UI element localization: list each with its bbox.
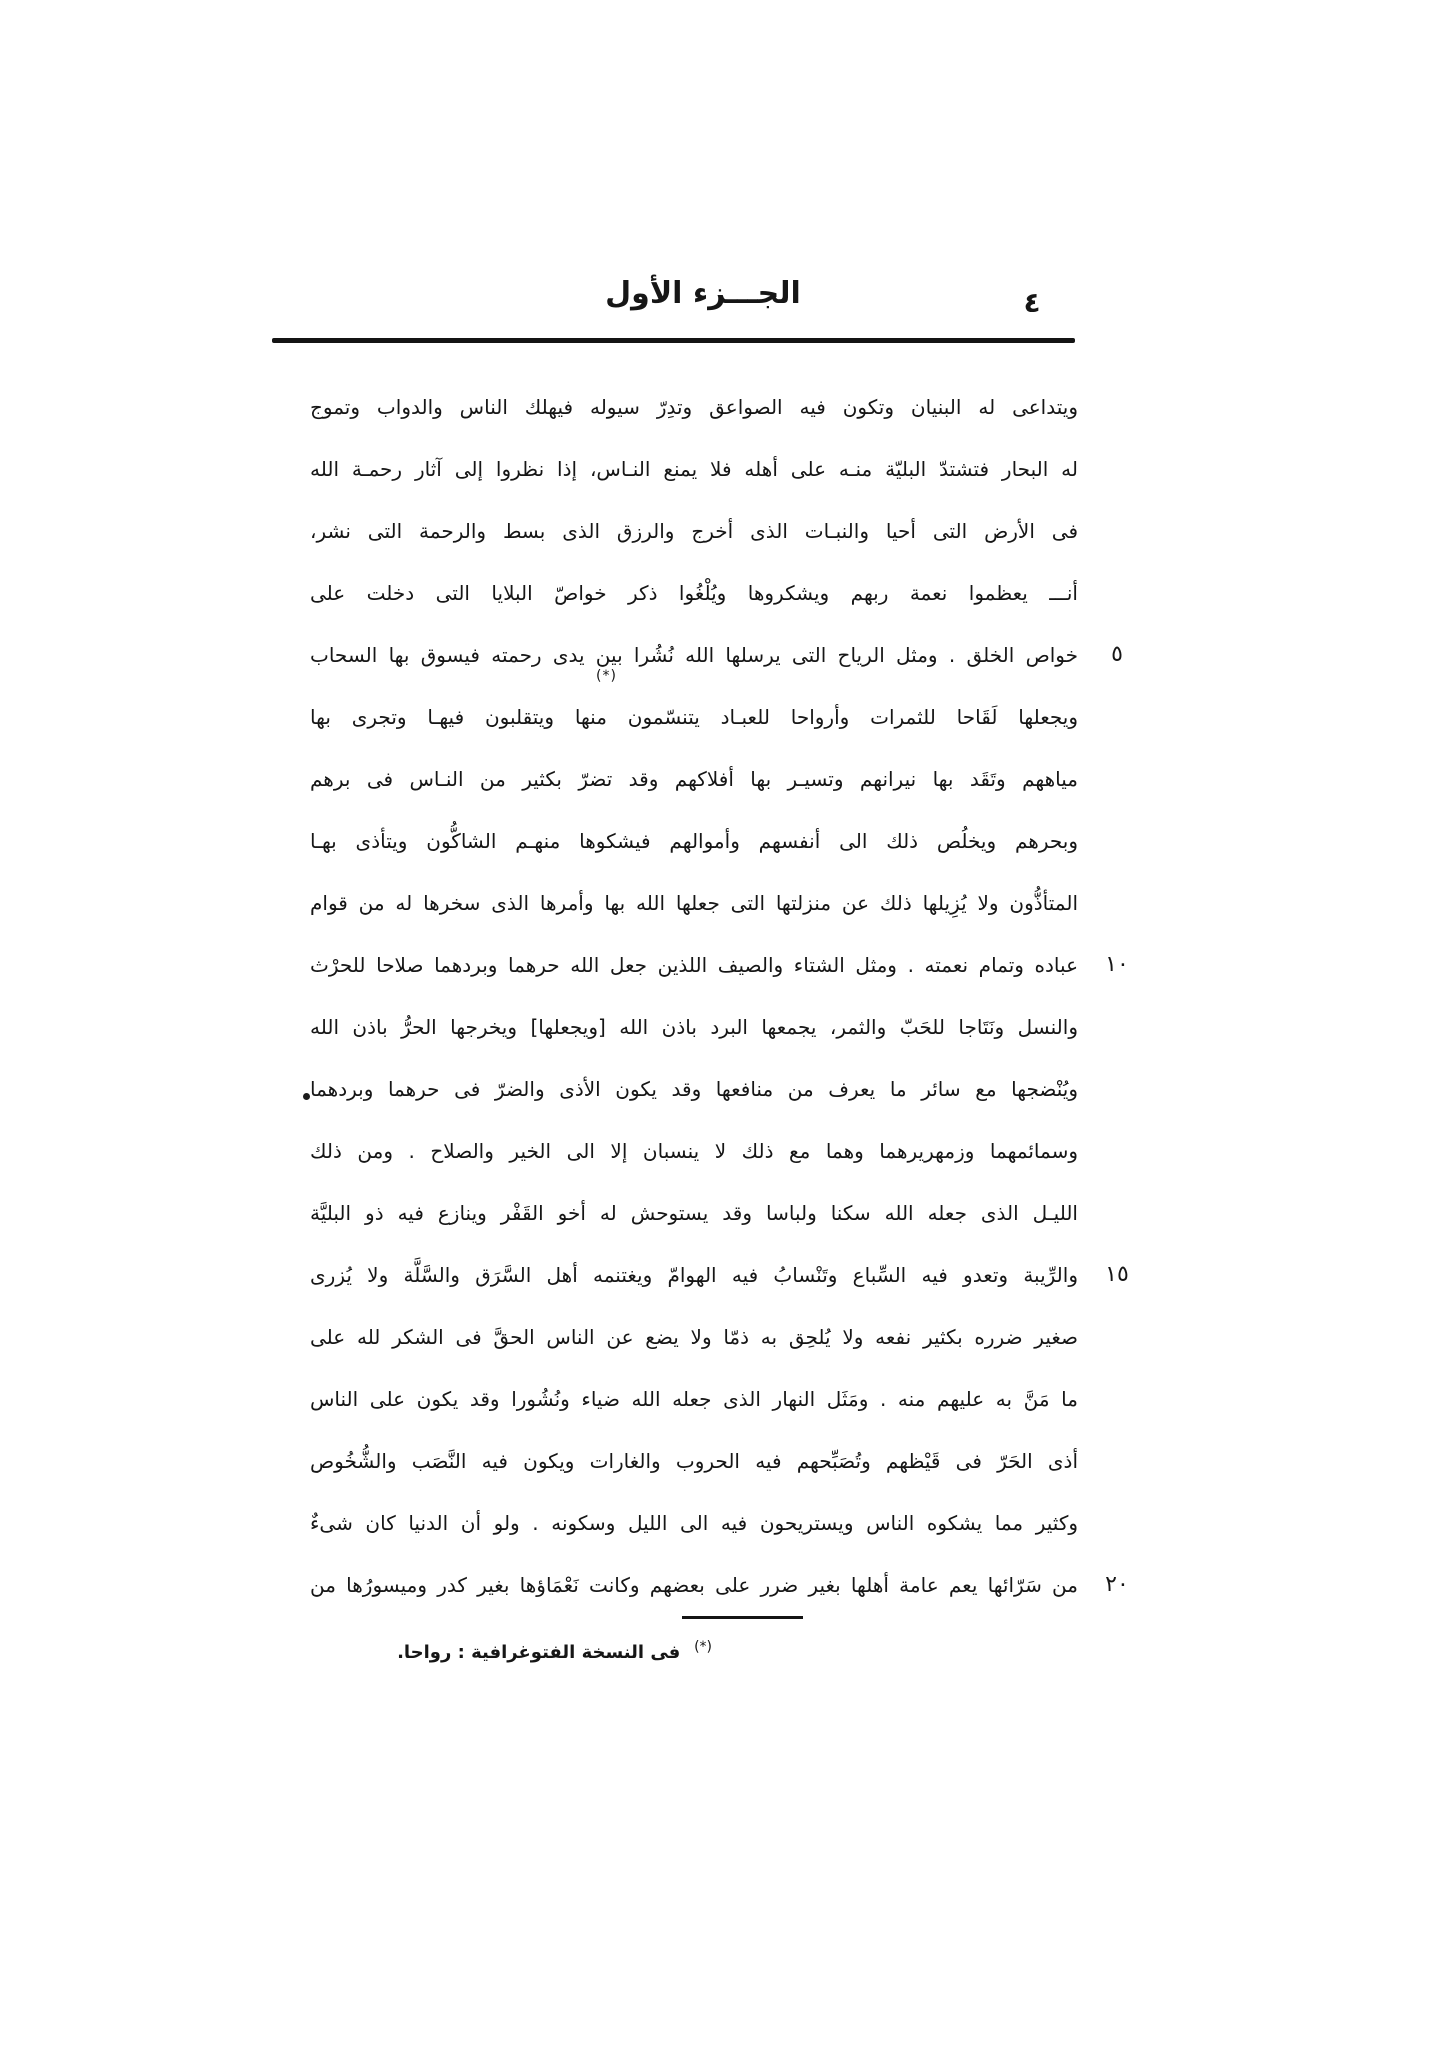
text-line: ويُنْضجها مع سائر ما يعرف من منافعها وقد يكون الأذى والضرّ فى حرهما وبردهما bbox=[310, 1077, 1078, 1101]
text-line: ما مَنَّ به عليهم منه . ومَثَل النهار الذى جعله الله ضياء ونُشُورا وقد يكون على الناس bbox=[310, 1387, 1078, 1411]
page-title: الجـــزء الأول bbox=[605, 276, 801, 311]
text-line: المتأذُّون ولا يُزِيلها ذلك عن منزلتها التى جعلها الله بها وأمرها الذى سخرها له من قوام bbox=[310, 891, 1078, 915]
text-line: والرِّيبة وتعدو فيه السِّباع وتَنْسابُ فيه الهوامّ ويغتنمه أهل السَّرَق والسَّلَّة ولا يُزرى bbox=[310, 1263, 1078, 1287]
text-line: له البحار فتشتدّ البليّة منـه على أهله فلا يمنع النـاس، إذا نظروا إلى آثار رحمـة الله bbox=[310, 457, 1078, 481]
text-line: أنـــ يعظموا نعمة ربهم ويشكروها ويُلْغُوا ذكر خواصّ البلايا التى دخلت على bbox=[310, 581, 1078, 605]
text-line: وكثير مما يشكوه الناس ويستريحون فيه الى الليل وسكونه . ولو أن الدنيا كان شىءٌ bbox=[310, 1511, 1078, 1535]
footnote-text: فى النسخة الفتوغرافية : رواحا. bbox=[397, 1642, 681, 1663]
text-line: من سَرّائها يعم عامة أهلها بغير ضرر على بعضهم وكانت نَعْمَاؤها بغير كدر وميسورُها من bbox=[310, 1573, 1078, 1597]
text-line: ويجعلها لَقَاحا للثمرات وأرواحا للعبـاد يتنسّمون منها ويتقلبون فيهـا وتجرى بها bbox=[310, 705, 1078, 729]
text-line: وبحرهم ويخلُص ذلك الى أنفسهم وأموالهم فيشكوها منهـم الشاكُّون ويتأذى بهـا bbox=[310, 829, 1078, 853]
margin-line-number-20: ٢٠ bbox=[1105, 1572, 1129, 1597]
text-line: صغير ضرره بكثير نفعه ولا يُلحِق به ذمّا ولا يضع عن الناس الحقَّ فى الشكر لله على bbox=[310, 1325, 1078, 1349]
footnote-reference-marker: (*) bbox=[596, 668, 617, 684]
text-line: مياههم وتَقَد بها نيرانهم وتسيـر بها أفلاكهم وقد تضرّ بكثير من النـاس فى برهم bbox=[310, 767, 1078, 791]
header-rule bbox=[272, 338, 1075, 343]
margin-line-number-15: ١٥ bbox=[1105, 1262, 1129, 1287]
footnote bbox=[397, 1630, 712, 1670]
text-line: خواص الخلق . ومثل الرياح التى يرسلها الله نُشُرا بين يدى رحمته فيسوق بها السحاب bbox=[310, 643, 1078, 667]
text-line: الليـل الذى جعله الله سكنا ولباسا وقد يستوحش له أخو القَفْر وينازع فيه ذو البليَّة bbox=[310, 1201, 1078, 1225]
text-line: أذى الحَرّ فى قَيْظهم وتُصَبِّحهم فيه الحروب والغارات ويكون فيه النَّصَب والشُّخُوص bbox=[310, 1449, 1078, 1473]
margin-line-number-5: ٥ bbox=[1111, 642, 1123, 667]
text-line: عباده وتمام نعمته . ومثل الشتاء والصيف اللذين جعل الله حرهما وبردهما صلاحا للحرْث bbox=[310, 953, 1078, 977]
text-line: ويتداعى له البنيان وتكون فيه الصواعق وتدِرّ سيوله فيهلك الناس والدواب وتموج bbox=[310, 395, 1078, 419]
text-line: وسمائمهما وزمهريرهما وهما مع ذلك لا ينسبان إلا الى الخير والصلاح . ومن ذلك bbox=[310, 1139, 1078, 1163]
text-line: والنسل ونَتَاجا للحَبّ والثمر، يجمعها البرد باذن الله [ويجعلها] ويخرجها الحرُّ باذن الله bbox=[310, 1015, 1078, 1039]
body-text bbox=[310, 376, 1078, 1616]
text-line: فى الأرض التى أحيا والنبـات الذى أخرج والرزق الذى بسط والرحمة التى نشر، bbox=[310, 519, 1078, 543]
margin-line-number-10: ١٠ bbox=[1105, 952, 1129, 977]
footnote-separator-rule bbox=[682, 1616, 803, 1619]
footnote-marker: (*) bbox=[694, 1639, 712, 1655]
stray-ink-dot bbox=[303, 1093, 310, 1100]
page-number: ٤ bbox=[1023, 286, 1041, 319]
